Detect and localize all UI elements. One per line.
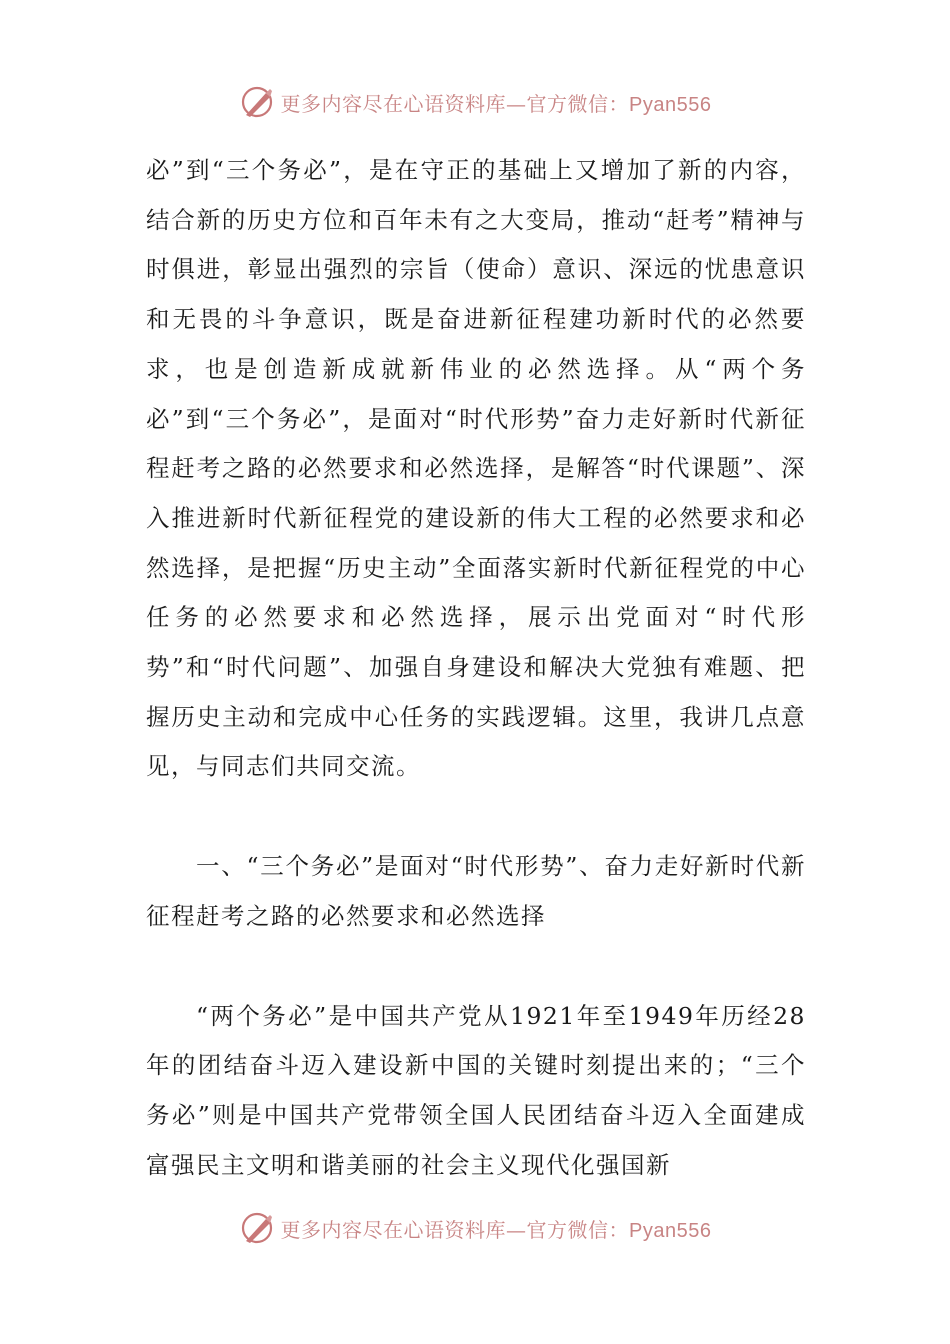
watermark-id: Pyan556 <box>629 93 712 116</box>
pen-logo-icon <box>239 1210 275 1246</box>
pen-logo-icon <box>239 84 275 120</box>
watermark-id: Pyan556 <box>629 1219 712 1242</box>
watermark-label: 官方微信： <box>526 91 630 116</box>
watermark-footer <box>0 1208 950 1248</box>
watermark-label: 官方微信： <box>526 1217 630 1242</box>
watermark-text <box>281 88 712 117</box>
body-text <box>146 146 806 1190</box>
paragraph-continuation: 必”到“三个务必”，是在守正的基础上又增加了新的内容，结合新的历史方位和百年未有之大变局，推动“赶考”精神与时俱进，彰显出强烈的宗旨（使命）意识、深远的忧患意识和无畏的斗争意识，既是奋进新征程建功新时代的必然要求，也是创造新成就新伟业的必然选择。从“两个务必”到“三个务必”，是面对“时代形势”奋力走好新时代新征程赶考之路的必然要求和必然选择，是解答“时代课题”、深入推进新时代新征程党的建设新的伟大工程的必然要求和必然选择，是把握“历史主动”全面落实新时代新征程党的中心任务的必然要求和必然选择，展示出党面对“时代形势”和“时代问题”、加强自身建设和解决大党独有难题、把握历史主动和完成中心任务的实践逻辑。这里，我讲几点意见，与同志们共同交流。 <box>146 156 806 781</box>
watermark-prefix: 更多内容尽在心语资料库— <box>280 1217 527 1242</box>
watermark-text <box>281 1214 712 1243</box>
watermark-prefix: 更多内容尽在心语资料库— <box>280 91 527 116</box>
paragraph-two-musts: “两个务必”是中国共产党从1921年至1949年历经28年的团结奋斗迈入建设新中国的关键时刻提出来的；“三个务必”则是中国共产党带领全国人民团结奋斗迈入全面建成富强民主文明和谐美丽的社会主义现代化强国新 <box>146 1001 806 1179</box>
watermark-header <box>0 82 950 122</box>
section-heading-1: 一、“三个务必”是面对“时代形势”、奋力走好新时代新征程赶考之路的必然要求和必然选择 <box>146 852 806 930</box>
